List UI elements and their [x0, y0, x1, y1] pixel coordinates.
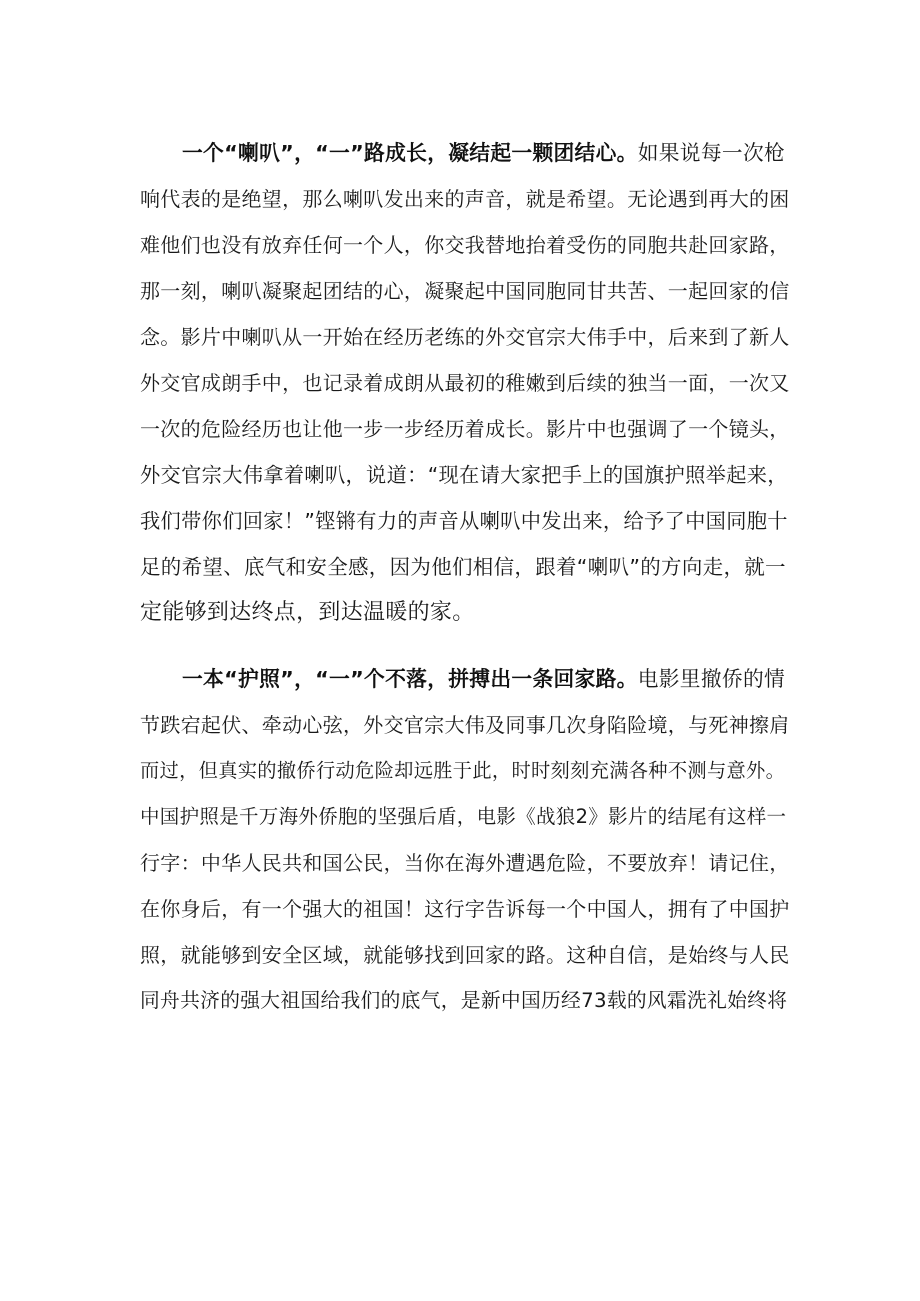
paragraph-1-line-11: 定能够到达终点，到达温暖的家。	[140, 600, 475, 625]
paragraph-2-line-5: 行字：中华人民共和国公民，当你在海外遭遇危险，不要放弃！请记住，	[140, 851, 790, 875]
paragraph-1-heading: 一个“喇叭”，“一”路成长，凝结起一颗团结心。	[182, 141, 638, 165]
paragraph-1-line-2: 响代表的是绝望，那么喇叭发出来的声音，就是希望。无论遇到再大的困	[140, 187, 790, 211]
paragraph-1-line-6: 外交官成朗手中，也记录着成朗从最初的稚嫩到后续的独当一面，一次又	[140, 371, 790, 395]
paragraph-1-line-5: 念。影片中喇叭从一开始在经历老练的外交官宗大伟手中，后来到了新人	[140, 325, 790, 349]
paragraph-2-line-1	[182, 664, 785, 694]
paragraph-1-line-4: 那一刻，喇叭凝聚起团结的心，凝聚起中国同胞同甘共苦、一起回家的信	[140, 279, 790, 303]
paragraph-2-text: 电影里撤侨的情	[637, 667, 786, 691]
paragraph-1-line-9: 我们带你们回家！”铿锵有力的声音从喇叭中发出来，给予了中国同胞十	[140, 509, 788, 533]
paragraph-2-line-7: 照，就能够到安全区域，就能够找到回家的路。这种自信，是始终与人民	[140, 943, 790, 967]
paragraph-1-line-7: 一次的危险经历也让他一步一步经历着成长。影片中也强调了一个镜头，	[140, 417, 790, 441]
paragraph-1-line-1	[182, 138, 785, 168]
paragraph-2-line-8: 同舟共济的强大祖国给我们的底气，是新中国历经73载的风霜洗礼始终将	[140, 989, 788, 1012]
paragraph-2-heading: 一本“护照”，“一”个不落，拼搏出一条回家路。	[182, 667, 638, 691]
paragraph-1-line-8: 外交官宗大伟拿着喇叭，说道：“现在请大家把手上的国旗护照举起来，	[140, 463, 788, 487]
paragraph-2-line-2: 节跌宕起伏、牵动心弦，外交官宗大伟及同事几次身陷险境，与死神擦肩	[140, 713, 790, 737]
paragraph-2-line-3: 而过，但真实的撤侨行动危险却远胜于此，时时刻刻充满各种不测与意外。	[140, 759, 786, 782]
paragraph-2-line-6: 在你身后，有一个强大的祖国！这行字告诉每一个中国人，拥有了中国护	[140, 897, 790, 921]
paragraph-1-line-3: 难他们也没有放弃任何一个人，你交我替地抬着受伤的同胞共赴回家路，	[140, 233, 790, 257]
paragraph-1-text: 如果说每一次枪	[637, 141, 786, 165]
paragraph-1-line-10: 足的希望、底气和安全感，因为他们相信，跟着“喇叭”的方向走，就一	[140, 555, 786, 579]
paragraph-2-line-4: 中国护照是千万海外侨胞的坚强后盾，电影《战狼2》影片的结尾有这样一	[140, 805, 787, 828]
